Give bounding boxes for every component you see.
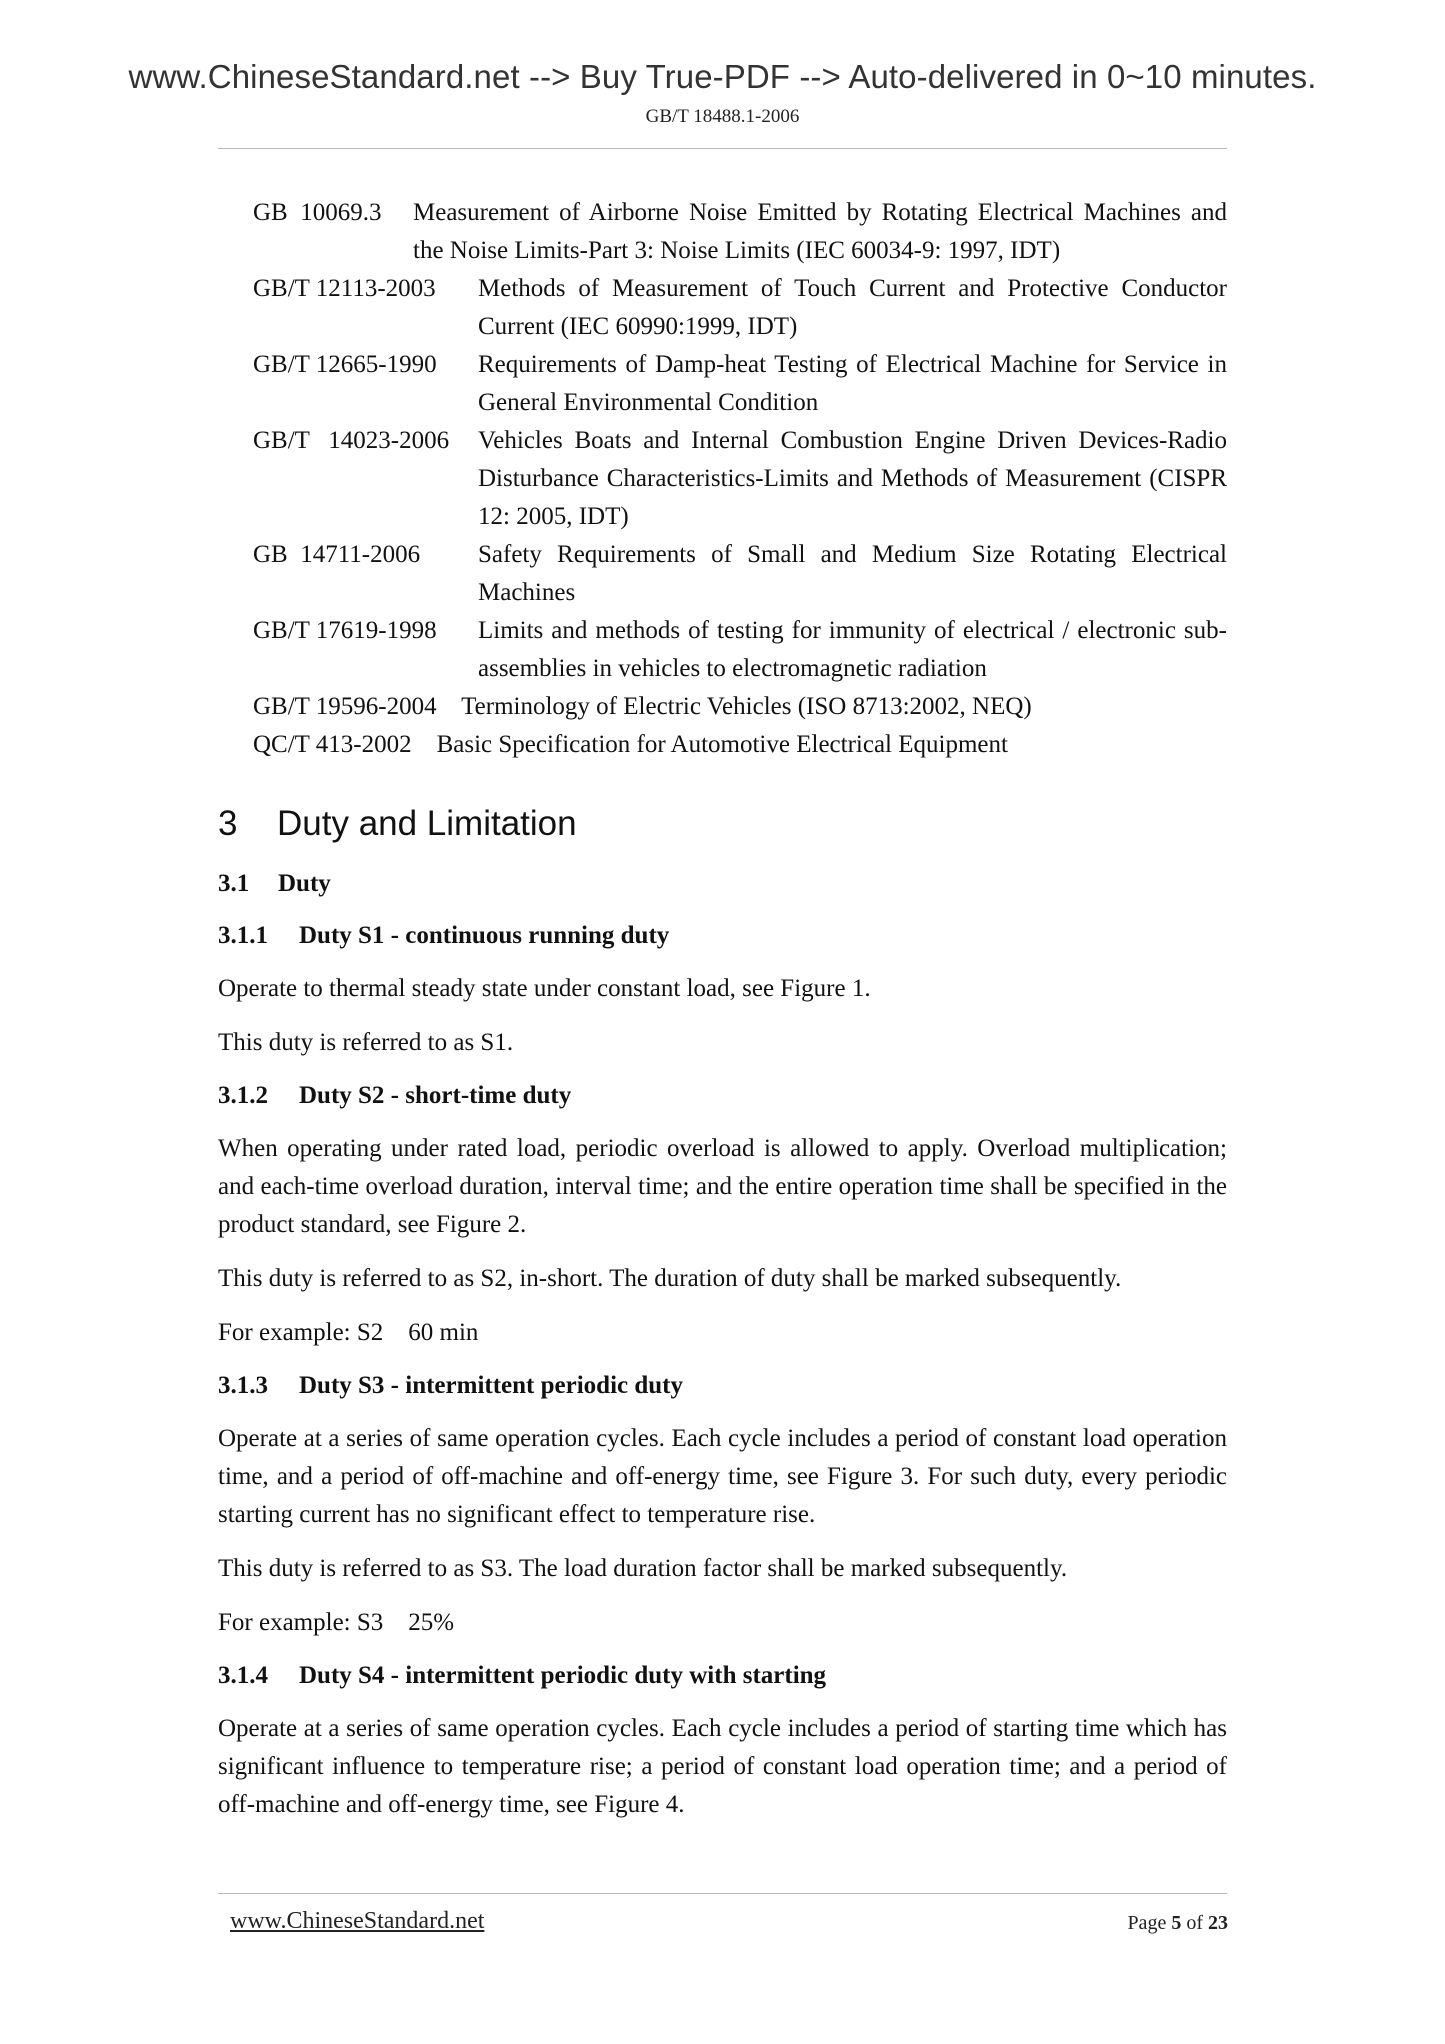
reference-code: GB/T 12113-2003 [253, 275, 436, 302]
reference-title: Requirements of Damp-heat Testing of Electrical Machine for Service in General Environmental Condition [478, 351, 1227, 416]
reference-code: GB 10069.3 [253, 199, 382, 226]
current-page: 5 [1171, 1912, 1182, 1934]
reference-item [253, 612, 1227, 688]
reference-title: Measurement of Airborne Noise Emitted by Rotating Electrical Machines and the Noise Limits-Part 3: Noise Limits (IEC 60034-9: 1997, IDT) [413, 199, 1227, 264]
example-line: For example: S3 25% [218, 1609, 455, 1636]
reference-item [253, 270, 1227, 346]
reference-title: Methods of Measurement of Touch Current and Protective Conductor Current (IEC 60990:1999, IDT) [478, 275, 1227, 340]
subsection-number: 3.1.2 [218, 1082, 268, 1109]
paragraph: Operate at a series of same operation cycles. Each cycle includes a period of constant load operation time, and a period of off-machine and off-energy time, see Figure 3. For such duty, every periodic starting current has no significant effect to temperature rise. [218, 1425, 1227, 1528]
subsection-title: Duty S1 - continuous running duty [299, 922, 670, 949]
reference-code: GB/T 17619-1998 [253, 617, 437, 644]
reference-code: GB/T 14023-2006 [253, 427, 450, 454]
subsection-heading-3-1-1 [218, 918, 1227, 954]
reference-title: Basic Specification for Automotive Electrical Equipment [436, 731, 1008, 758]
subsection-number: 3.1 [218, 870, 250, 897]
footer-website-link[interactable]: www.ChineseStandard.net [230, 1908, 485, 1934]
example-line: For example: S2 60 min [218, 1319, 479, 1346]
total-pages: 23 [1208, 1912, 1228, 1934]
reference-title: Vehicles Boats and Internal Combustion Engine Driven Devices-Radio Disturbance Characteristics-Limits and Methods of Measurement (CISPR 12: 2005, IDT) [478, 427, 1227, 530]
reference-item [253, 688, 1227, 726]
footer-divider [218, 1893, 1227, 1894]
subsection-heading-3-1-3 [218, 1368, 1227, 1404]
subsection-title: Duty [278, 870, 331, 897]
subsection-heading-3-1 [218, 866, 1227, 902]
subsection-heading-3-1-4 [218, 1658, 1227, 1694]
paragraph: When operating under rated load, periodic overload is allowed to apply. Overload multiplication; and each-time overload duration, interval time; and the entire operation time shall be specified in the product standard, see Figure 2. [218, 1135, 1227, 1238]
paragraph: Operate at a series of same operation cycles. Each cycle includes a period of starting time which has significant influence to temperature rise; a period of constant load operation time; and a period of off-machine and off-energy time, see Figure 4. [218, 1715, 1227, 1818]
normative-references-list [218, 194, 1227, 764]
reference-item [253, 346, 1227, 422]
reference-title: Safety Requirements of Small and Medium Size Rotating Electrical Machines [478, 541, 1227, 606]
paragraph: This duty is referred to as S3. The load duration factor shall be marked subsequently. [218, 1555, 1068, 1582]
subsection-number: 3.1.1 [218, 922, 268, 949]
reference-item [253, 194, 1227, 270]
section-heading-3 [218, 802, 1227, 846]
reference-item [253, 536, 1227, 612]
subsection-title: Duty S2 - short-time duty [299, 1082, 572, 1109]
reference-item [253, 726, 1227, 764]
reference-item [253, 422, 1227, 536]
reference-title: Limits and methods of testing for immunity of electrical / electronic sub-assemblies in vehicles to electromagnetic radiation [478, 617, 1227, 682]
subsection-title: Duty S3 - intermittent periodic duty [299, 1372, 683, 1399]
subsection-title: Duty S4 - intermittent periodic duty with starting [299, 1662, 827, 1689]
reference-code: GB/T 19596-2004 [253, 693, 437, 720]
page-number: Page 5 of 23 [1127, 1912, 1228, 1934]
standard-id: GB/T 18488.1-2006 [645, 106, 800, 127]
paragraph: Operate to thermal steady state under constant load, see Figure 1. [218, 975, 871, 1002]
section-number: 3 [218, 804, 238, 843]
header-divider [218, 148, 1227, 149]
header-banner: www.ChineseStandard.net --> Buy True-PDF --> Auto-delivered in 0~10 minutes. [128, 58, 1317, 95]
reference-code: GB/T 12665-1990 [253, 351, 437, 378]
subsection-heading-3-1-2 [218, 1078, 1227, 1114]
paragraph: This duty is referred to as S2, in-short. The duration of duty shall be marked subsequently. [218, 1265, 1122, 1292]
reference-title: Terminology of Electric Vehicles (ISO 8713:2002, NEQ) [461, 693, 1032, 720]
section-title: Duty and Limitation [277, 804, 577, 843]
paragraph: This duty is referred to as S1. [218, 1029, 514, 1056]
subsection-number: 3.1.3 [218, 1372, 268, 1399]
subsection-number: 3.1.4 [218, 1662, 268, 1689]
document-body [218, 194, 1227, 1824]
reference-code: QC/T 413-2002 [253, 731, 412, 758]
reference-code: GB 14711-2006 [253, 541, 421, 568]
